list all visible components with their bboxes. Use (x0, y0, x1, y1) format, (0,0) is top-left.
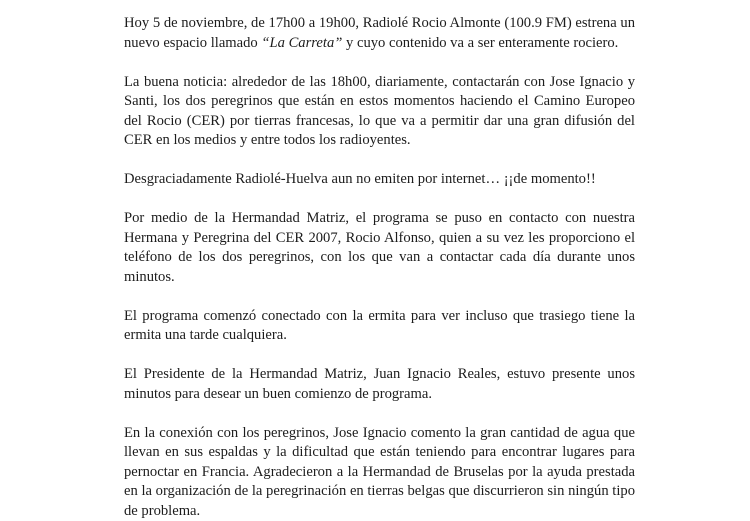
paragraph-text: El Presidente de la Hermandad Matriz, Juan Ignacio Reales, estuvo presente unos minutos para desear un buen comienzo de programa. (124, 366, 635, 402)
paragraph-conexion (124, 424, 635, 521)
paragraph-text: En la conexión con los peregrinos, Jose Ignacio comento la gran cantidad de agua que llevan en sus espaldas y la dificultad que están teniendo para encontrar lugares para pernoctar en Francia. Agradecieron a la Hermandad de Bruselas por la ayuda prestada en la organización de la peregrinación en tierras belgas que discurrieron sin ningún tipo de problema. (124, 425, 635, 519)
paragraph-presidente (124, 365, 635, 404)
paragraph-internet (124, 170, 635, 190)
paragraph-intro (124, 14, 635, 53)
paragraph-good-news (124, 73, 635, 151)
paragraph-hermandad (124, 209, 635, 287)
paragraph-text: Hoy 5 de noviembre, de 17h00 a 19h00, Radiolé Rocio Almonte (100.9 FM) estrena un nuevo espacio llamado (124, 15, 635, 51)
paragraph-text: y cuyo contenido va a ser enteramente rociero. (342, 35, 618, 51)
paragraph-text: Por medio de la Hermandad Matriz, el programa se puso en contacto con nuestra Hermana y Peregrina del CER 2007, Rocio Alfonso, quien a su vez les proporciono el teléfono de los dos peregrinos, con los que van a contactar cada día durante unos minutos. (124, 210, 635, 285)
paragraph-ermita (124, 307, 635, 346)
program-title: “La Carreta” (261, 35, 342, 51)
article-body (124, 14, 635, 521)
paragraph-text: Desgraciadamente Radiolé-Huelva aun no emiten por internet… ¡¡de momento!! (124, 171, 596, 187)
paragraph-text: El programa comenzó conectado con la ermita para ver incluso que trasiego tiene la ermita una tarde cualquiera. (124, 308, 635, 344)
paragraph-text: La buena noticia: alrededor de las 18h00, diariamente, contactarán con Jose Ignacio y Santi, los dos peregrinos que están en estos momentos haciendo el Camino Europeo del Rocio (CER) por tierras francesas, lo que va a permitir dar una gran difusión del CER en los medios y entre todos los radioyentes. (124, 74, 635, 149)
